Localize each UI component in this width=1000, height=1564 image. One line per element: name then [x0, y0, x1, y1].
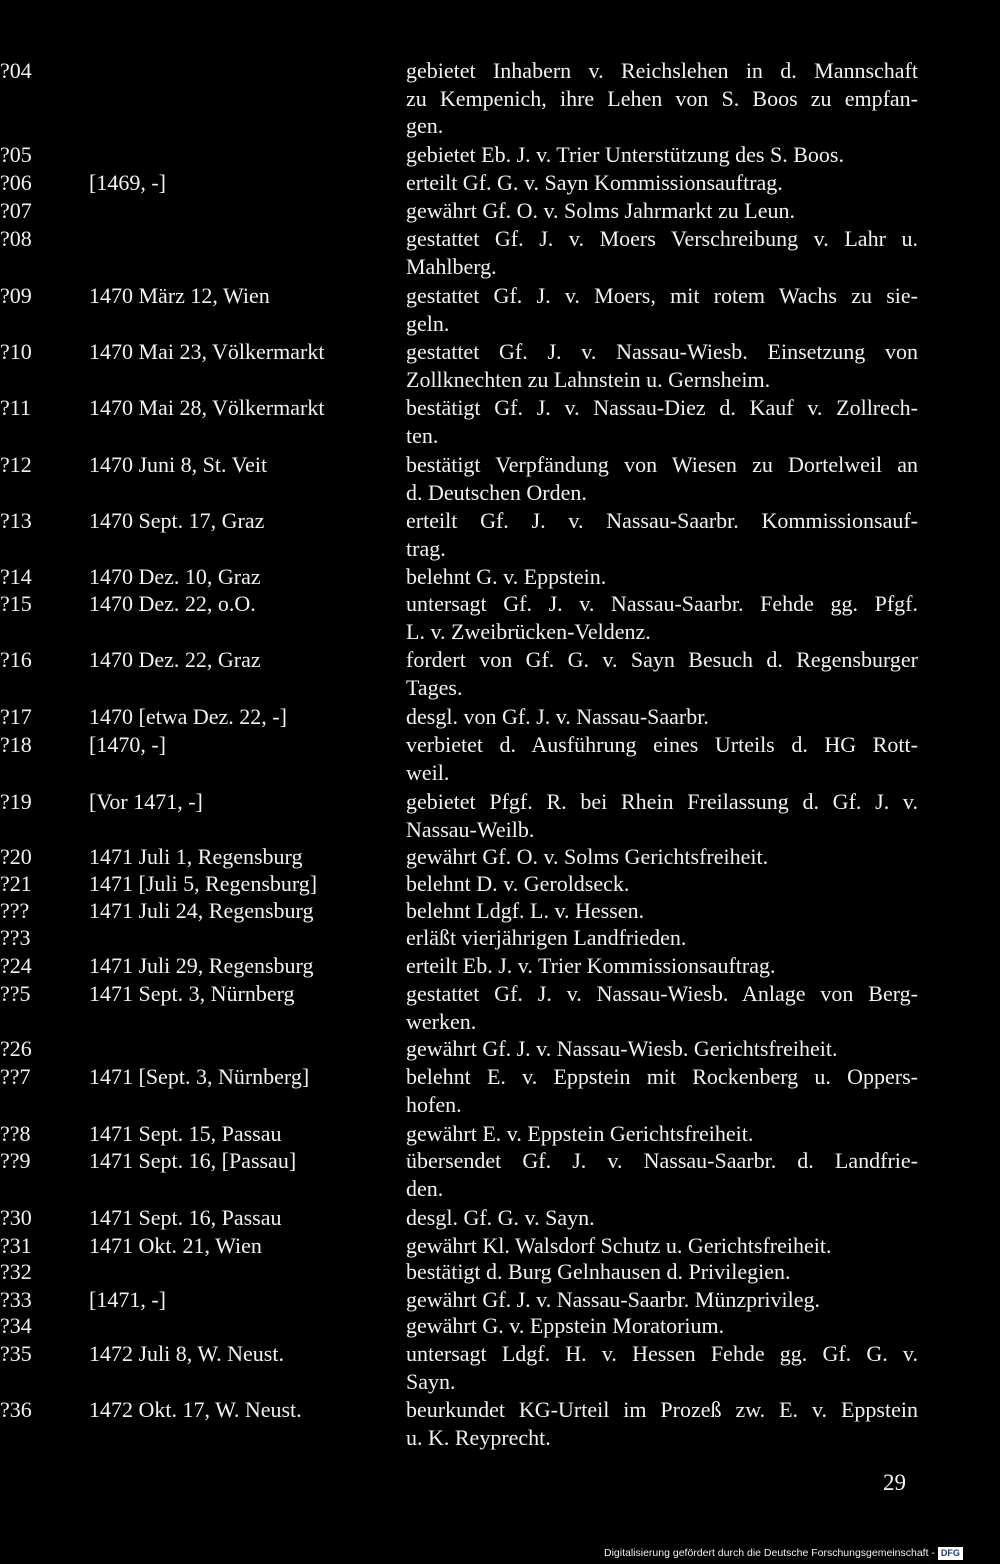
- entry-text-line: Mahlberg.: [406, 253, 497, 279]
- entry-text: [406, 282, 918, 337]
- entry-number: ?08: [0, 226, 32, 251]
- entry-number: ??9: [0, 1148, 31, 1173]
- entry-text: [406, 843, 918, 871]
- entry-text-line: Nassau-Weilb.: [406, 816, 535, 842]
- entry-text-line: gestattet Gf. J. v. Moers Verschreibung v. Lahr u.: [406, 226, 918, 251]
- entry-text-line: zu Kempenich, ihre Lehen von S. Boos zu empfan-: [406, 85, 918, 111]
- entry-number: ?20: [0, 844, 32, 869]
- entry-number: ?11: [0, 395, 31, 420]
- entry-text: [406, 169, 918, 197]
- entry-number: ?21: [0, 871, 32, 896]
- entry-text-line: gewährt Gf. J. v. Nassau-Wiesb. Gerichtsfreiheit.: [406, 1036, 838, 1061]
- entry-text-line: werken.: [406, 1008, 477, 1034]
- entry-text: [406, 507, 918, 562]
- entry-number: ?19: [0, 789, 32, 814]
- entry-text-line: gestattet Gf. J. v. Nassau-Wiesb. Anlage von Berg-: [406, 981, 918, 1006]
- footer-credit-text: Digitalisierung gefördert durch die Deutsche Forschungsgemeinschaft -: [604, 1547, 935, 1559]
- entry-text: [406, 952, 918, 980]
- entry-text-line: gewährt Kl. Walsdorf Schutz u. Gerichtsfreiheit.: [406, 1233, 832, 1258]
- entry-date: 1471 Sept. 16, Passau: [89, 1205, 282, 1230]
- entry-text-line: gestattet Gf. J. v. Nassau-Wiesb. Einsetzung von: [406, 339, 918, 364]
- entry-text: [406, 1258, 918, 1286]
- entry-date: [Vor 1471, -]: [89, 789, 203, 814]
- entry-number: ?13: [0, 508, 32, 533]
- entry-text-line: hofen.: [406, 1091, 462, 1117]
- entry-text-line: verbietet d. Ausführung eines Urteils d. HG Rott-: [406, 732, 918, 757]
- entry-text-line: Zollknechten zu Lahnstein u. Gernsheim.: [406, 366, 771, 392]
- entry-number: ?31: [0, 1233, 32, 1258]
- entry-number: ??8: [0, 1121, 31, 1146]
- entry-date: [1469, -]: [89, 170, 166, 195]
- entry-date: [1470, -]: [89, 732, 166, 757]
- entry-text-line: fordert von Gf. G. v. Sayn Besuch d. Regensburger: [406, 647, 918, 672]
- entry-date: 1471 Sept. 15, Passau: [89, 1121, 282, 1146]
- entry-text-line: übersendet Gf. J. v. Nassau-Saarbr. d. Landfrie-: [406, 1148, 918, 1173]
- entry-text: [406, 225, 918, 280]
- entry-text: [406, 1232, 918, 1260]
- entry-text-line: gewährt E. v. Eppstein Gerichtsfreiheit.: [406, 1121, 754, 1146]
- entry-date: 1472 Juli 8, W. Neust.: [89, 1341, 284, 1366]
- entry-number: ?36: [0, 1397, 32, 1422]
- entry-text: [406, 1286, 918, 1314]
- entry-text: [406, 1063, 918, 1118]
- entry-number: ?32: [0, 1259, 32, 1284]
- entry-text-line: bestätigt Verpfändung von Wiesen zu Dortelweil an: [406, 452, 918, 477]
- entry-date: 1470 Mai 23, Völkermarkt: [89, 339, 325, 364]
- entry-number: ???: [0, 898, 30, 923]
- entry-number: ?35: [0, 1341, 32, 1366]
- entry-text-line: erteilt Eb. J. v. Trier Kommissionsauftrag.: [406, 953, 776, 978]
- entry-text-line: gebietet Pfgf. R. bei Rhein Freilassung d. Gf. J. v.: [406, 789, 918, 814]
- entry-number: ?06: [0, 170, 32, 195]
- entry-text-line: trag.: [406, 535, 446, 561]
- entry-text: [406, 788, 918, 843]
- entry-text-line: Sayn.: [406, 1368, 456, 1394]
- entry-date: 1471 Sept. 3, Nürnberg: [89, 981, 295, 1006]
- entry-text: [406, 924, 918, 952]
- entry-date: 1471 Okt. 21, Wien: [89, 1233, 262, 1258]
- entry-date: 1470 [etwa Dez. 22, -]: [89, 704, 287, 729]
- entry-text-line: belehnt D. v. Geroldseck.: [406, 871, 630, 896]
- entry-date: 1470 Juni 8, St. Veit: [89, 452, 268, 477]
- entry-text-line: gen.: [406, 113, 444, 138]
- entry-number: ?30: [0, 1205, 32, 1230]
- entry-text: [406, 870, 918, 898]
- entry-text-line: belehnt G. v. Eppstein.: [406, 564, 607, 589]
- entry-text-line: untersagt Gf. J. v. Nassau-Saarbr. Fehde gg. Pfgf.: [406, 591, 918, 616]
- entry-text: [406, 897, 918, 925]
- entry-number: ?05: [0, 142, 32, 167]
- entry-text-line: ten.: [406, 422, 439, 448]
- entry-text-line: erteilt Gf. J. v. Nassau-Saarbr. Kommissionsauf-: [406, 508, 918, 533]
- entry-text-line: u. K. Reyprecht.: [406, 1424, 551, 1450]
- entry-date: 1471 Sept. 16, [Passau]: [89, 1148, 297, 1173]
- entry-number: ?18: [0, 732, 32, 757]
- entry-number: ?34: [0, 1313, 32, 1338]
- entry-text-line: erläßt vierjährigen Landfrieden.: [406, 925, 687, 950]
- entry-date: 1471 [Sept. 3, Nürnberg]: [89, 1064, 310, 1089]
- entry-text: [406, 980, 918, 1035]
- entry-number: ?24: [0, 953, 32, 978]
- entry-number: ?14: [0, 564, 32, 589]
- entry-date: 1471 [Juli 5, Regensburg]: [89, 871, 318, 896]
- entry-text-line: bestätigt d. Burg Gelnhausen d. Privilegien.: [406, 1259, 791, 1284]
- entry-number: ?26: [0, 1036, 32, 1061]
- entry-text: [406, 1147, 918, 1202]
- entry-text: [406, 563, 918, 591]
- entry-text: [406, 141, 918, 169]
- entry-text-line: weil.: [406, 759, 450, 785]
- entry-text: [406, 394, 918, 449]
- entry-text: [406, 646, 918, 701]
- entry-number: ?17: [0, 704, 32, 729]
- entry-date: 1470 Dez. 10, Graz: [89, 564, 261, 589]
- entry-text: [406, 1312, 918, 1340]
- entry-number: ?04: [0, 58, 32, 83]
- entry-number: ??7: [0, 1064, 31, 1089]
- entry-text-line: L. v. Zweibrücken-Veldenz.: [406, 618, 651, 644]
- entry-text-line: gewährt Gf. O. v. Solms Jahrmarkt zu Leun.: [406, 198, 795, 223]
- entry-text-line: gewährt Gf. J. v. Nassau-Saarbr. Münzprivileg.: [406, 1287, 821, 1312]
- entry-text: [406, 590, 918, 645]
- entry-number: ?10: [0, 339, 32, 364]
- entry-number: ??5: [0, 981, 31, 1006]
- entry-text-line: desgl. von Gf. J. v. Nassau-Saarbr.: [406, 704, 709, 729]
- entry-number: ?16: [0, 647, 32, 672]
- entry-text-line: geln.: [406, 310, 450, 336]
- entry-number: ??3: [0, 925, 31, 950]
- entry-text: [406, 1340, 918, 1395]
- entry-text-line: Tages.: [406, 674, 463, 700]
- entry-text-line: gebietet Inhabern v. Reichslehen in d. Mannschaft: [406, 58, 918, 83]
- entry-date: 1471 Juli 1, Regensburg: [89, 844, 303, 869]
- entry-date: 1470 Sept. 17, Graz: [89, 508, 265, 533]
- entry-number: ?07: [0, 198, 32, 223]
- entry-number: ?09: [0, 283, 32, 308]
- entry-text-line: gestattet Gf. J. v. Moers, mit rotem Wachs zu sie-: [406, 283, 918, 308]
- entry-text: [406, 57, 918, 140]
- entry-text: [406, 197, 918, 225]
- entry-text: [406, 1396, 918, 1451]
- entry-date: 1470 Mai 28, Völkermarkt: [89, 395, 325, 420]
- entry-text-line: untersagt Ldgf. H. v. Hessen Fehde gg. Gf. G. v.: [406, 1341, 918, 1366]
- entry-text: [406, 1204, 918, 1232]
- entry-date: [1471, -]: [89, 1287, 166, 1312]
- entry-text: [406, 1035, 918, 1063]
- entry-text-line: gewährt G. v. Eppstein Moratorium.: [406, 1313, 725, 1338]
- entry-date: 1472 Okt. 17, W. Neust.: [89, 1397, 302, 1422]
- entry-text-line: gewährt Gf. O. v. Solms Gerichtsfreiheit.: [406, 844, 769, 869]
- entry-text-line: d. Deutschen Orden.: [406, 479, 587, 505]
- entry-date: 1470 Dez. 22, Graz: [89, 647, 261, 672]
- entry-text-line: den.: [406, 1175, 444, 1201]
- entry-text-line: belehnt E. v. Eppstein mit Rockenberg u. Oppers-: [406, 1064, 918, 1089]
- dfg-logo: DFG: [938, 1547, 963, 1560]
- entry-text-line: gebietet Eb. J. v. Trier Unterstützung des S. Boos.: [406, 142, 844, 167]
- entry-number: ?12: [0, 452, 32, 477]
- entry-date: 1470 Dez. 22, o.O.: [89, 591, 256, 616]
- digitization-footer: [604, 1544, 963, 1562]
- entry-text-line: beurkundet KG-Urteil im Prozeß zw. E. v. Eppstein: [406, 1397, 918, 1422]
- entry-text-line: erteilt Gf. G. v. Sayn Kommissionsauftrag.: [406, 170, 783, 195]
- entry-number: ?33: [0, 1287, 32, 1312]
- entry-text-line: desgl. Gf. G. v. Sayn.: [406, 1205, 595, 1230]
- entry-number: ?15: [0, 591, 32, 616]
- entry-text: [406, 731, 918, 786]
- entry-text: [406, 703, 918, 731]
- entry-date: 1471 Juli 29, Regensburg: [89, 953, 314, 978]
- entry-text: [406, 338, 918, 393]
- entry-date: 1470 März 12, Wien: [89, 283, 270, 308]
- entry-date: 1471 Juli 24, Regensburg: [89, 898, 314, 923]
- entry-text-line: bestätigt Gf. J. v. Nassau-Diez d. Kauf v. Zollrech-: [406, 395, 918, 420]
- entry-text-line: belehnt Ldgf. L. v. Hessen.: [406, 898, 645, 923]
- entry-text: [406, 1120, 918, 1148]
- entry-text: [406, 451, 918, 506]
- page-number: 29: [883, 1470, 906, 1495]
